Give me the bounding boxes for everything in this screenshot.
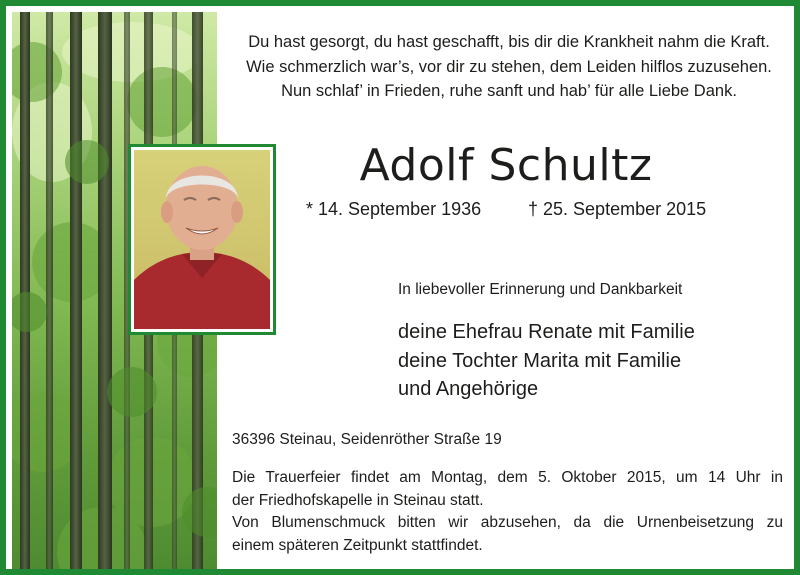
notice-line: der Friedhofskapelle in Steinau statt.	[232, 491, 484, 509]
mourner-entry: und Angehörige	[398, 378, 539, 400]
portrait-illustration	[134, 150, 270, 329]
address: 36396 Steinau, Seidenröther Straße 19	[232, 431, 502, 448]
verse-line: Du hast gesorgt, du hast geschafft, bis dir die Krankheit nahm die Kraft.	[248, 33, 770, 51]
mourners-list	[398, 318, 695, 404]
verse-line: Wie schmerzlich war’s, vor dir zu stehen, dem Leiden hilflos zuzusehen.	[246, 57, 772, 76]
notice-line: Die Trauerfeier findet am Montag, dem 5. Oktober 2015, um 14 Uhr in	[232, 469, 783, 486]
death-date: † 25. September 2015	[528, 199, 707, 219]
portrait-frame	[128, 144, 276, 335]
deceased-name: Adolf Schultz	[359, 140, 653, 191]
memorial-verse	[228, 30, 790, 104]
memory-line: In liebevoller Erinnerung und Dankbarkeit	[398, 281, 683, 298]
portrait-photo	[134, 150, 270, 329]
notice-line: einem späteren Zeitpunkt stattfindet.	[232, 536, 483, 554]
mourner-entry: deine Tochter Marita mit Familie	[398, 349, 682, 372]
birth-date: * 14. September 1936	[306, 199, 482, 219]
mourner-entry: deine Ehefrau Renate mit Familie	[398, 321, 695, 343]
notice-line: Von Blumenschmuck bitten wir abzusehen, da die Urnenbeisetzung zu	[232, 514, 783, 531]
funeral-notice	[232, 467, 783, 557]
verse-line: Nun schlaf’ in Frieden, ruhe sanft und hab’ für alle Liebe Dank.	[281, 82, 737, 100]
